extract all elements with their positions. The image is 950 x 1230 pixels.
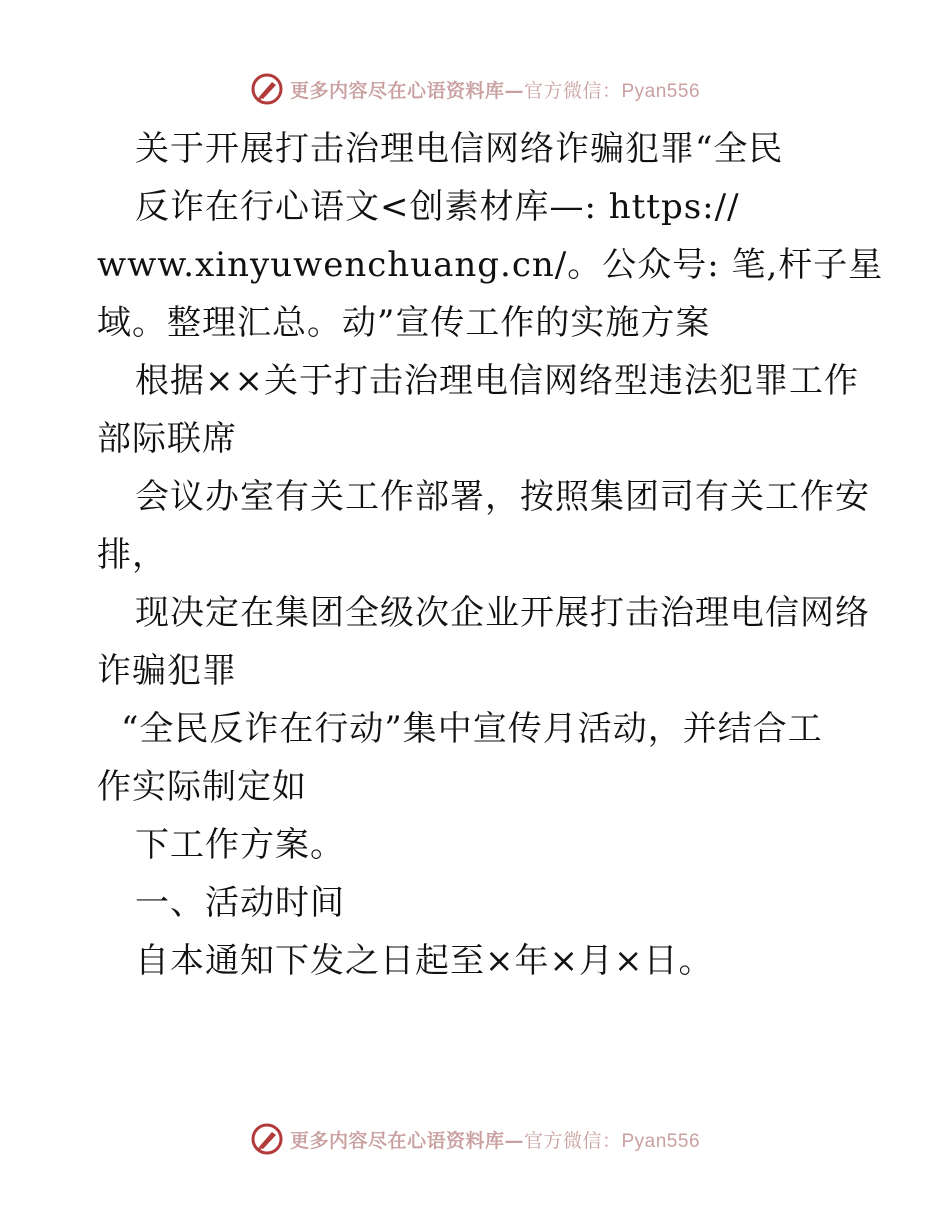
paragraph-line-13: 下工作方案。	[135, 825, 345, 865]
footer-banner-wechat: 官方微信：Pyan556	[524, 1130, 701, 1152]
header-banner-text	[290, 76, 700, 103]
title-line-2: 反诈在行心语文<创素材库—: https://	[135, 187, 740, 227]
footer-banner-title: 更多内容尽在心语资料库—	[289, 1129, 524, 1152]
section-heading-activity-time: 一、活动时间	[135, 883, 345, 923]
paragraph-line-9: 现决定在集团全级次企业开展打击治理电信网络	[135, 593, 870, 633]
document-body	[97, 120, 884, 990]
paragraph-line-5: 根据××关于打击治理电信网络型违法犯罪工作	[135, 361, 859, 401]
footer-banner-text	[290, 1126, 700, 1153]
paragraph-line-7: 会议办室有关工作部署，按照集团司有关工作安	[135, 477, 870, 517]
paragraph-line-8: 排，	[97, 535, 167, 575]
paragraph-line-11: “全民反诈在行动”集中宣传月活动，并结合工	[121, 709, 823, 749]
paragraph-line-15: 自本通知下发之日起至×年×月×日。	[135, 941, 714, 981]
pen-nib-logo-icon	[250, 72, 284, 106]
title-line-3: www.xinyuwenchuang.cn/。公众号: 笔,杆子星	[97, 245, 884, 285]
title-line-1: 关于开展打击治理电信网络诈骗犯罪“全民	[135, 129, 784, 169]
paragraph-line-10: 诈骗犯罪	[97, 651, 237, 691]
header-banner	[0, 72, 950, 106]
footer-banner	[0, 1122, 950, 1156]
paragraph-line-12: 作实际制定如	[97, 767, 307, 807]
paragraph-line-6: 部际联席	[97, 419, 237, 459]
pen-nib-logo-icon	[250, 1122, 284, 1156]
title-line-4: 域。整理汇总。动”宣传工作的实施方案	[97, 303, 711, 343]
header-banner-wechat: 官方微信：Pyan556	[524, 80, 701, 102]
header-banner-title: 更多内容尽在心语资料库—	[289, 79, 524, 102]
